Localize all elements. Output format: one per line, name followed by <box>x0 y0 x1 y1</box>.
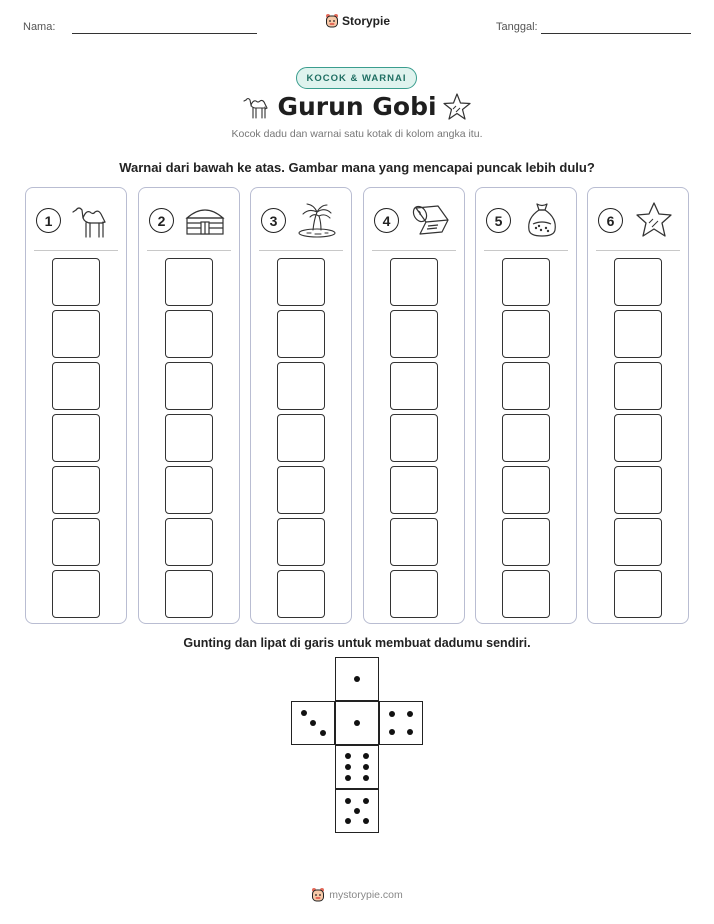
column-divider <box>147 250 231 251</box>
color-box[interactable] <box>52 466 100 514</box>
die-pip <box>407 729 413 735</box>
column-6 <box>587 187 689 624</box>
die-pip <box>363 818 369 824</box>
die-pip <box>363 798 369 804</box>
column-2 <box>138 187 240 624</box>
color-box[interactable] <box>502 414 550 462</box>
die-pip <box>354 720 360 726</box>
activity-badge: KOCOK & WARNAI <box>296 67 417 89</box>
color-box[interactable] <box>165 570 213 618</box>
color-box[interactable] <box>390 518 438 566</box>
oasis-palm-icon <box>295 200 339 240</box>
die-face-4 <box>379 701 423 745</box>
star-icon <box>442 92 472 122</box>
column-header <box>364 188 464 250</box>
color-box[interactable] <box>614 466 662 514</box>
yurt-icon <box>183 200 227 240</box>
color-box[interactable] <box>277 518 325 566</box>
column-4 <box>363 187 465 624</box>
color-box[interactable] <box>165 310 213 358</box>
color-box[interactable] <box>390 362 438 410</box>
brand-name: Storypie <box>342 14 391 28</box>
die-face-1 <box>335 701 379 745</box>
camel-icon <box>70 200 114 240</box>
color-box[interactable] <box>277 258 325 306</box>
color-box[interactable] <box>277 414 325 462</box>
column-1 <box>25 187 127 624</box>
color-box[interactable] <box>502 570 550 618</box>
color-box[interactable] <box>390 570 438 618</box>
column-number: 5 <box>486 208 511 233</box>
carpet-roll-icon <box>408 200 452 240</box>
column-number: 3 <box>261 208 286 233</box>
color-box[interactable] <box>277 570 325 618</box>
title-row <box>0 90 714 126</box>
column-header <box>139 188 239 250</box>
die-pip <box>389 729 395 735</box>
column-header <box>251 188 351 250</box>
die-face-3 <box>291 701 335 745</box>
color-box[interactable] <box>165 414 213 462</box>
column-number: 4 <box>374 208 399 233</box>
color-box[interactable] <box>502 466 550 514</box>
die-pip <box>345 764 351 770</box>
column-3 <box>250 187 352 624</box>
color-box[interactable] <box>502 258 550 306</box>
subtitle: Kocok dadu dan warnai satu kotak di kolom angka itu. <box>231 128 483 140</box>
column-divider <box>372 250 456 251</box>
color-box[interactable] <box>165 518 213 566</box>
cut-instruction: Gunting dan lipat di garis untuk membuat dadumu sendiri. <box>183 636 531 650</box>
color-box[interactable] <box>390 258 438 306</box>
color-box[interactable] <box>614 258 662 306</box>
color-box[interactable] <box>52 518 100 566</box>
die-pip <box>354 808 360 814</box>
die-pip <box>345 798 351 804</box>
color-box[interactable] <box>502 310 550 358</box>
color-box[interactable] <box>52 258 100 306</box>
star-icon <box>632 200 676 240</box>
color-box[interactable] <box>277 362 325 410</box>
column-header <box>588 188 688 250</box>
column-divider <box>596 250 680 251</box>
color-box[interactable] <box>277 466 325 514</box>
color-box[interactable] <box>614 310 662 358</box>
color-box[interactable] <box>390 310 438 358</box>
storypie-mascot-icon <box>311 887 325 903</box>
column-divider <box>259 250 343 251</box>
color-box[interactable] <box>502 518 550 566</box>
color-box[interactable] <box>52 570 100 618</box>
column-divider <box>484 250 568 251</box>
instruction-text: Warnai dari bawah ke atas. Gambar mana yang mencapai puncak lebih dulu? <box>119 160 595 175</box>
color-box[interactable] <box>165 362 213 410</box>
column-number: 2 <box>149 208 174 233</box>
color-box[interactable] <box>614 570 662 618</box>
name-label: Nama: <box>23 21 56 33</box>
die-pip <box>345 818 351 824</box>
brand-logo <box>325 13 390 29</box>
color-box[interactable] <box>614 518 662 566</box>
footer <box>0 887 714 903</box>
worksheet-header <box>0 0 714 44</box>
die-pip <box>320 730 326 736</box>
die-pip <box>363 764 369 770</box>
date-line <box>541 33 691 34</box>
column-divider <box>34 250 118 251</box>
die-pip <box>301 710 307 716</box>
sand-sack-icon <box>520 200 564 240</box>
die-face-1 <box>335 657 379 701</box>
date-label: Tanggal: <box>496 21 538 33</box>
die-pip <box>310 720 316 726</box>
column-header <box>26 188 126 250</box>
column-5 <box>475 187 577 624</box>
color-box[interactable] <box>165 258 213 306</box>
color-box[interactable] <box>614 414 662 462</box>
color-box[interactable] <box>614 362 662 410</box>
die-pip <box>363 775 369 781</box>
color-box[interactable] <box>390 466 438 514</box>
page-title: Gurun Gobi <box>277 92 437 121</box>
column-number: 6 <box>598 208 623 233</box>
die-face-5 <box>335 789 379 833</box>
name-line <box>72 33 257 34</box>
color-box[interactable] <box>52 310 100 358</box>
color-box[interactable] <box>52 414 100 462</box>
color-box[interactable] <box>390 414 438 462</box>
die-pip <box>345 775 351 781</box>
color-box[interactable] <box>52 362 100 410</box>
die-pip <box>363 753 369 759</box>
color-box[interactable] <box>502 362 550 410</box>
die-pip <box>389 711 395 717</box>
column-header <box>476 188 576 250</box>
die-face-6 <box>335 745 379 789</box>
die-pip <box>354 676 360 682</box>
color-box[interactable] <box>165 466 213 514</box>
footer-site: mystorypie.com <box>329 889 403 901</box>
column-number: 1 <box>36 208 61 233</box>
die-pip <box>345 753 351 759</box>
color-box[interactable] <box>277 310 325 358</box>
storypie-mascot-icon <box>325 13 339 29</box>
die-pip <box>407 711 413 717</box>
